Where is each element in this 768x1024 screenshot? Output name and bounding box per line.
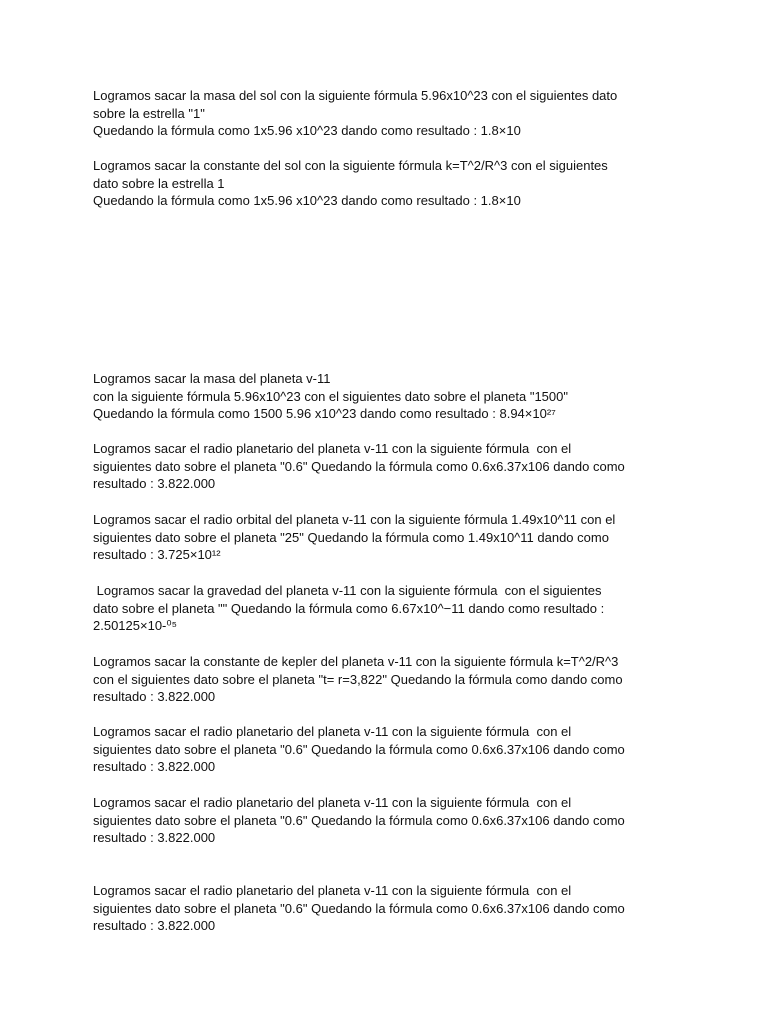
text-line: resultado : 3.822.000 (93, 918, 216, 934)
text-line: Logramos sacar el radio planetario del planeta v-11 con la siguiente fórmula con el (93, 441, 572, 456)
paragraph-planet-mass (93, 370, 683, 423)
text-line: con la siguiente fórmula 5.96x10^23 con el siguientes dato sobre el planeta "1500" (93, 388, 568, 404)
text-line: resultado : 3.725×10¹² (93, 547, 221, 563)
paragraph-orbital-radius (93, 511, 683, 564)
paragraph-planet-radius (93, 440, 683, 493)
text-line: resultado : 3.822.000 (93, 830, 216, 846)
text-line: 2.50125×10-⁰⁵ (93, 618, 177, 634)
paragraph-planet-radius-repeat (93, 794, 683, 847)
text-line: Logramos sacar la masa del sol con la siguiente fórmula 5.96x10^23 con el siguientes dato (93, 88, 618, 103)
text-line: siguientes dato sobre el planeta "0.6" Quedando la fórmula como 0.6x6.37x106 dando como (93, 900, 625, 916)
text-line: Logramos sacar la constante de kepler del planeta v-11 con la siguiente fórmula k=T^2/R^3 (93, 654, 619, 669)
text-line: Quedando la fórmula como 1500 5.96 x10^23 dando como resultado : 8.94×10²⁷ (93, 406, 556, 422)
text-line: dato sobre el planeta "" Quedando la fórmula como 6.67x10^−11 dando como resultado : (93, 600, 605, 616)
text-line: Logramos sacar el radio planetario del planeta v-11 con la siguiente fórmula con el (93, 795, 572, 810)
text-line: Logramos sacar el radio planetario del planeta v-11 con la siguiente fórmula con el (93, 883, 572, 898)
text-line: resultado : 3.822.000 (93, 476, 216, 492)
text-line: resultado : 3.822.000 (93, 759, 216, 775)
paragraph-kepler-constant (93, 653, 683, 706)
text-line: Quedando la fórmula como 1x5.96 x10^23 dando como resultado : 1.8×10 (93, 193, 521, 209)
paragraph-gravity (93, 582, 683, 635)
text-line: siguientes dato sobre el planeta "0.6" Quedando la fórmula como 0.6x6.37x106 dando como (93, 741, 625, 757)
text-line: Logramos sacar la constante del sol con la siguiente fórmula k=T^2/R^3 con el siguientes (93, 158, 608, 173)
text-line: Quedando la fórmula como 1x5.96 x10^23 dando como resultado : 1.8×10 (93, 123, 521, 139)
paragraph-planet-radius-repeat (93, 882, 683, 935)
text-line: Logramos sacar el radio planetario del planeta v-11 con la siguiente fórmula con el (93, 724, 572, 739)
text-line: Logramos sacar la masa del planeta v-11 (93, 371, 331, 386)
text-line: siguientes dato sobre el planeta "25" Quedando la fórmula como 1.49x10^11 dando como (93, 529, 609, 545)
paragraph-planet-radius-repeat (93, 723, 683, 776)
text-line: Logramos sacar el radio orbital del planeta v-11 con la siguiente fórmula 1.49x10^11 con el (93, 512, 616, 527)
text-line: con el siguientes dato sobre el planeta "t= r=3,822" Quedando la fórmula como dando como (93, 671, 623, 687)
text-line: siguientes dato sobre el planeta "0.6" Quedando la fórmula como 0.6x6.37x106 dando como (93, 812, 625, 828)
text-line: dato sobre la estrella 1 (93, 175, 225, 191)
paragraph-sun-constant (93, 157, 683, 210)
text-line: Logramos sacar la gravedad del planeta v-11 con la siguiente fórmula con el siguientes (93, 583, 602, 598)
text-line: resultado : 3.822.000 (93, 689, 216, 705)
text-line: sobre la estrella "1" (93, 105, 205, 121)
paragraph-sun-mass (93, 87, 683, 140)
text-line: siguientes dato sobre el planeta "0.6" Quedando la fórmula como 0.6x6.37x106 dando como (93, 458, 625, 474)
